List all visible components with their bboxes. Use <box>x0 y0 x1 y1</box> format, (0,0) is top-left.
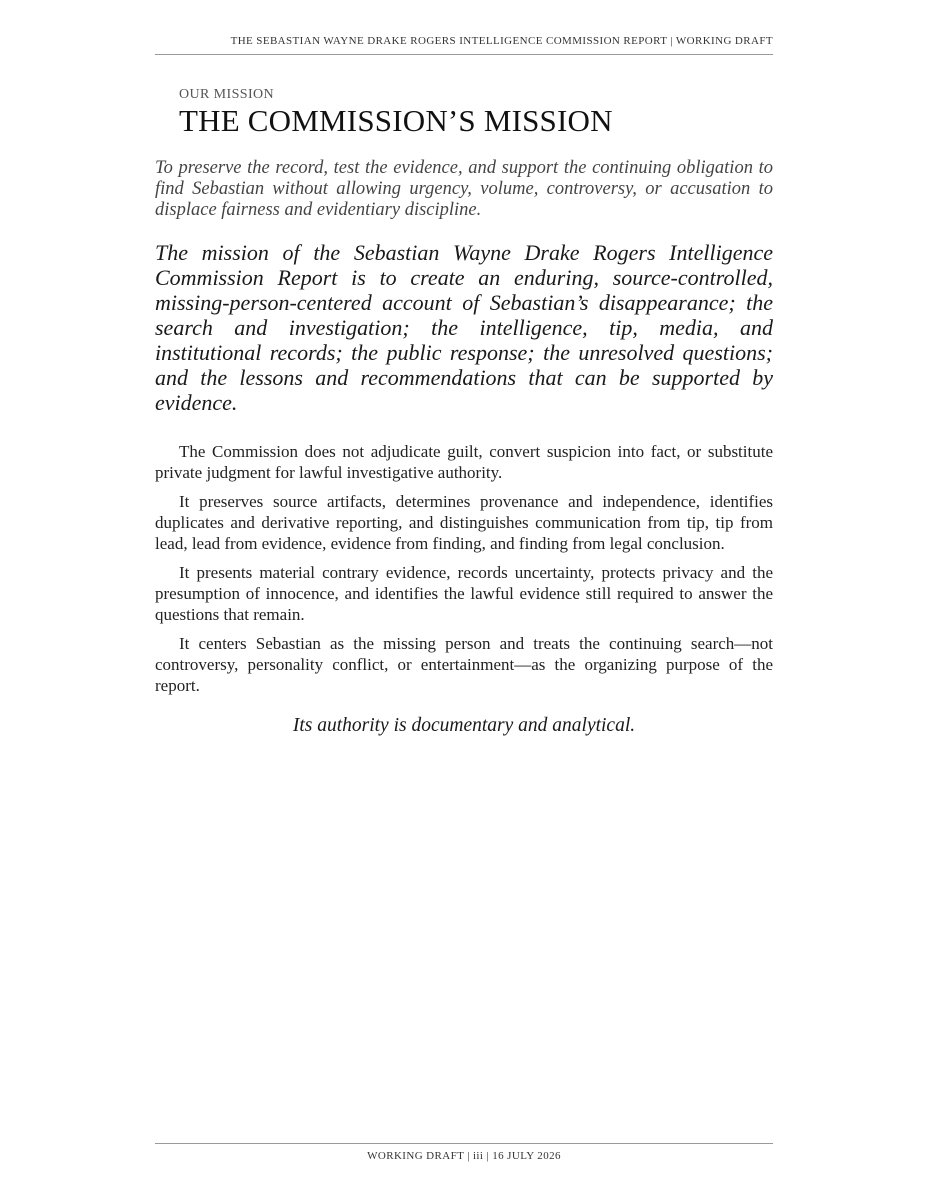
body-paragraph: The Commission does not adjudicate guilt, convert suspicion into fact, or substitute private judgment for lawful investigative authority. <box>155 442 773 482</box>
section-kicker: OUR MISSION <box>179 87 275 102</box>
running-footer: WORKING DRAFT | iii | 16 JULY 2026 <box>367 1150 561 1162</box>
body-paragraph: It preserves source artifacts, determines provenance and independence, identifies duplicates and derivative reporting, and distinguishes communication from tip, tip from lead, lead from evidence, evidence from finding, and finding from legal conclusion. <box>155 492 773 553</box>
lede-paragraph: To preserve the record, test the evidence, and support the continuing obligation to find Sebastian without allowing urgency, volume, controversy, or accusation to displace fairness and evidentiary discipline. <box>155 158 773 220</box>
mission-statement: The mission of the Sebastian Wayne Drake Rogers Intelligence Commission Report is to create an enduring, source-controlled, missing-person-centered account of Sebastian’s disappearance; the search and investigation; the intelligence, tip, media, and institutional records; the public response; the unresolved questions; and the lessons and recommendations that can be supported by evidence. <box>155 240 773 415</box>
body-text <box>155 441 773 696</box>
body-paragraph: It centers Sebastian as the missing person and treats the continuing search—not controversy, personality conflict, or entertainment—as the organizing purpose of the report. <box>155 634 773 695</box>
footer-rule <box>155 1143 773 1144</box>
running-header: THE SEBASTIAN WAYNE DRAKE ROGERS INTELLIGENCE COMMISSION REPORT | WORKING DRAFT <box>230 35 773 47</box>
page-content <box>155 86 773 738</box>
header-rule <box>155 54 773 55</box>
body-paragraph: It presents material contrary evidence, records uncertainty, protects privacy and the presumption of innocence, and identifies the lawful evidence still required to answer the questions that remain. <box>155 563 773 624</box>
page-title: THE COMMISSION’S MISSION <box>179 103 613 138</box>
closing-statement: Its authority is documentary and analytical. <box>292 715 636 736</box>
